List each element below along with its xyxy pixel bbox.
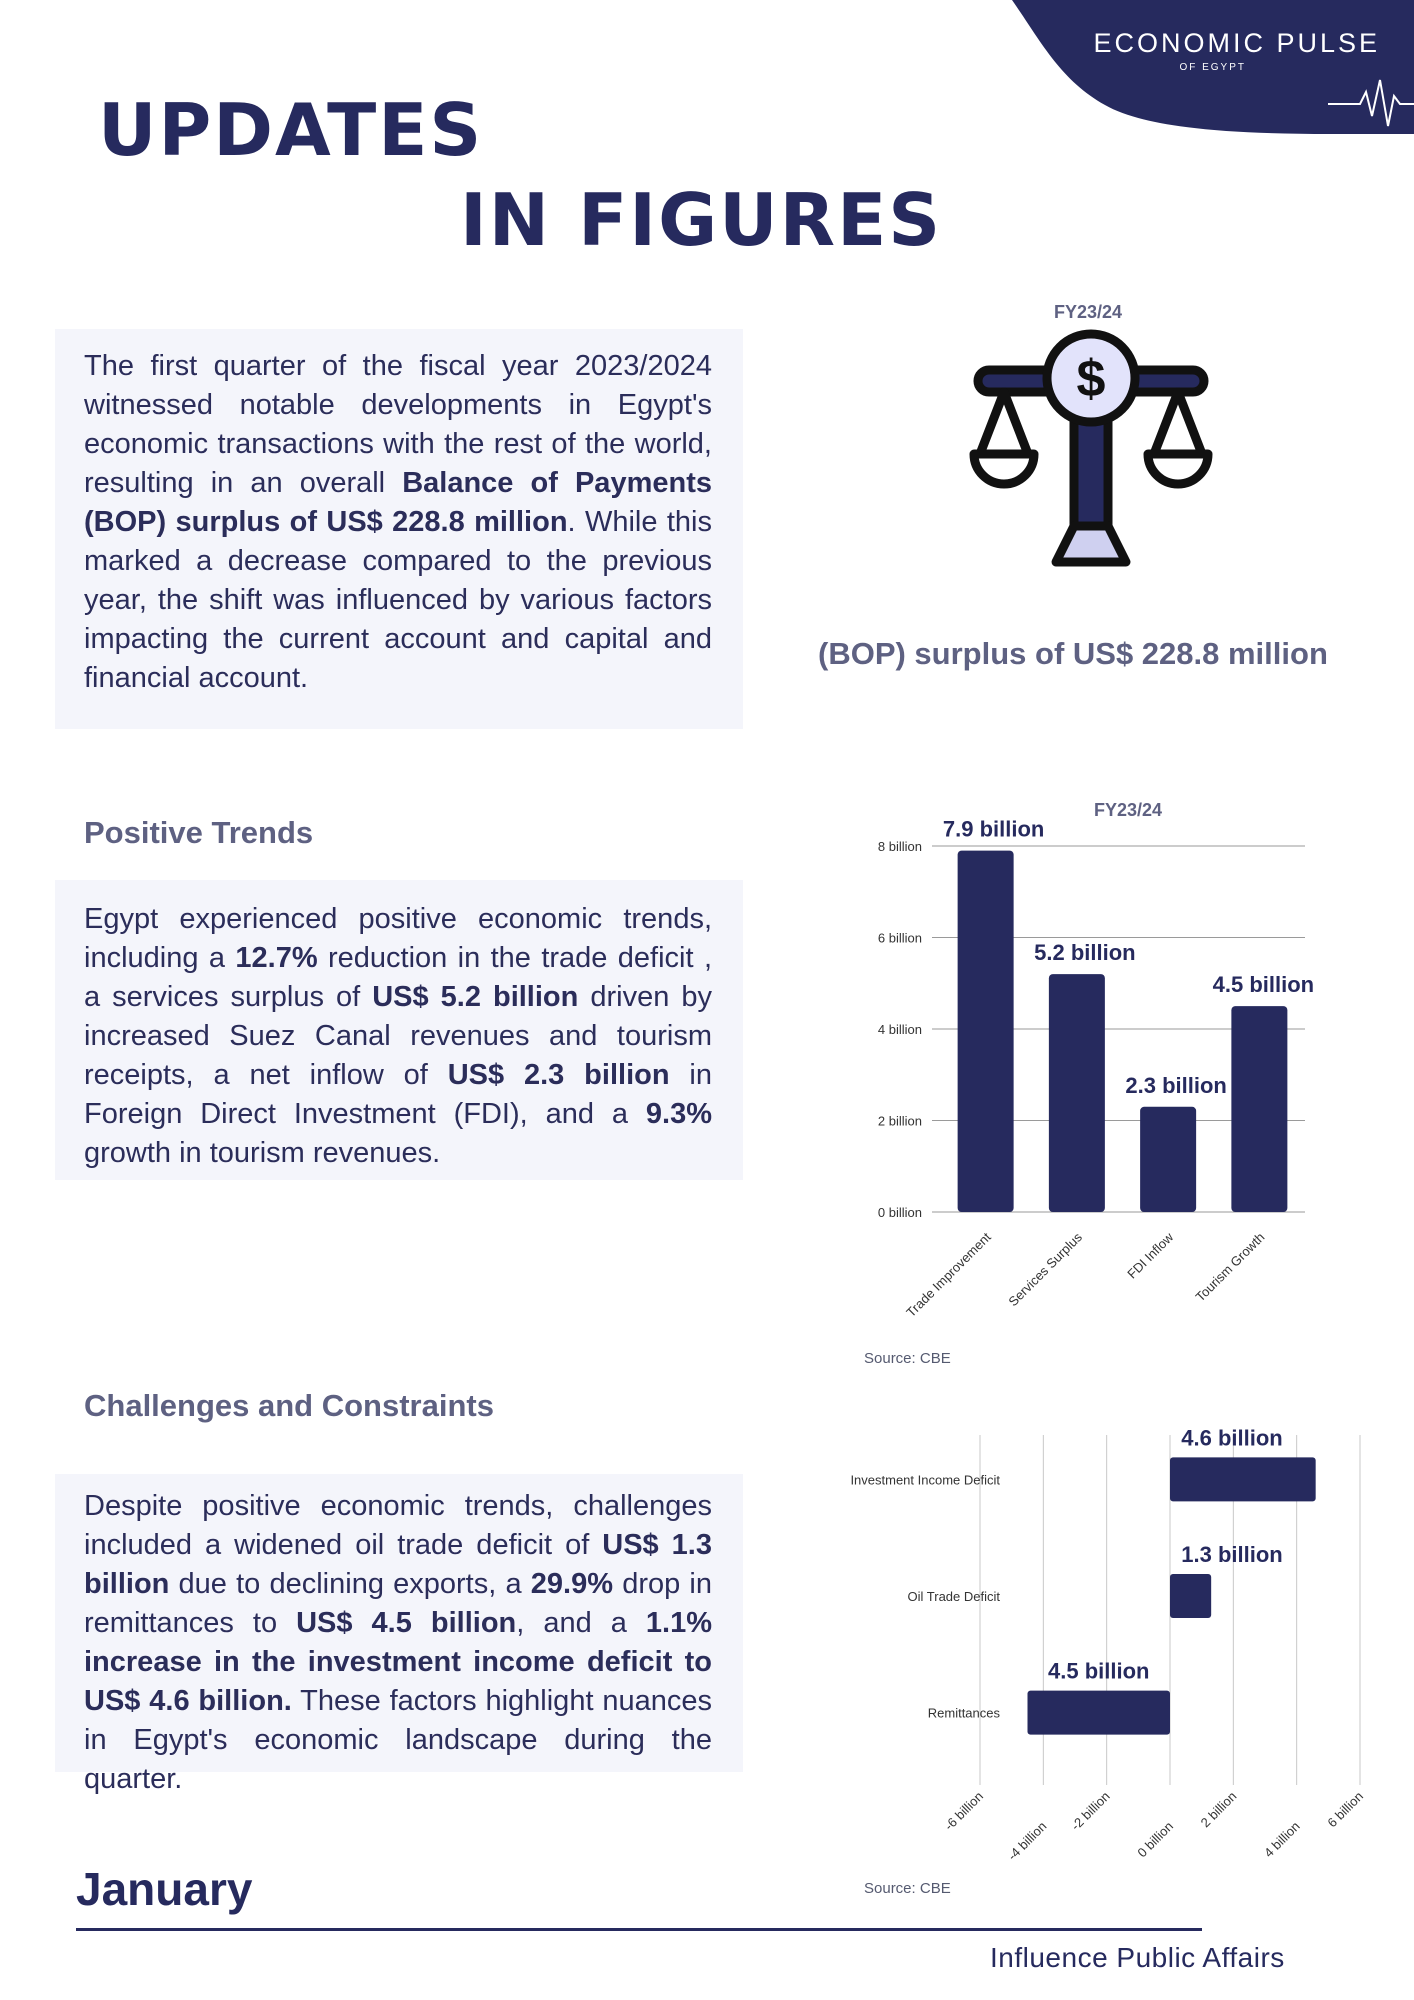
chart2-bar [1170, 1574, 1211, 1618]
challenges-text-2: due to declining exports, a [169, 1568, 531, 1600]
chart1-y-tick: 6 billion [877, 930, 922, 946]
challenges-paragraph [84, 1487, 712, 1799]
chart2-data-label: 4.5 billion [1048, 1658, 1150, 1684]
chart1-title: FY23/24 [1093, 800, 1163, 820]
positive-trends-heading: Positive Trends [84, 815, 314, 850]
positive-text-1: Egypt experienced positive economic trends, including a [84, 903, 712, 974]
chart2-x-tick: -4 billion [1004, 1818, 1050, 1864]
chart1-y-tick: 4 billion [877, 1022, 922, 1037]
brand-subtitle: OF EGYPT [1179, 62, 1246, 73]
chart2-bar [1028, 1691, 1171, 1735]
challenges-bold-3: US$ 4.5 billion [296, 1607, 517, 1639]
chart2-x-tick: 0 billion [1134, 1818, 1177, 1861]
month-label: January [76, 1863, 253, 1915]
positive-text-3: driven by increased Suez Canal revenues and tourism receipts, a net inflow of [84, 981, 713, 1091]
balance-scale-dollar-icon [968, 326, 1214, 572]
challenges-text-5: These factors highlight nuances in Egypt's economic landscape during the quarter. [84, 1685, 712, 1795]
chart1-y-tick: 8 billion [877, 839, 922, 854]
challenges-bold-2: 29.9% [530, 1568, 614, 1600]
chart2-y-label: Oil Trade Deficit [907, 1589, 1000, 1604]
chart2-y-label: Remittances [927, 1705, 1000, 1721]
chart1-y-tick: 0 billion [877, 1205, 922, 1220]
positive-text-4: in Foreign Direct Investment (FDI), and a [84, 1059, 713, 1130]
chart2-data-label: 4.6 billion [1181, 1425, 1283, 1451]
chart2-x-tick: -6 billion [941, 1788, 987, 1834]
page-title-line1: UPDATES [98, 88, 484, 172]
chart1-data-label: 7.9 billion [942, 816, 1045, 842]
positive-trends-chart [830, 790, 1350, 1380]
chart1-x-label: FDI Inflow [1124, 1229, 1177, 1282]
positive-bold-2: US$ 5.2 billion [372, 981, 579, 1013]
chart1-bar [1049, 974, 1105, 1212]
chart1-data-label: 4.5 billion [1212, 972, 1315, 998]
challenges-bold-1: US$ 1.3 billion [84, 1529, 712, 1600]
chart2-y-label: Investment Income Deficit [850, 1472, 1000, 1488]
chart2-x-tick: -2 billion [1067, 1788, 1113, 1834]
chart1-x-label: Trade Improvement [903, 1229, 994, 1320]
chart1-x-label: Tourism Growth [1192, 1229, 1268, 1305]
chart1-source: Source: CBE [864, 1350, 951, 1367]
chart2-x-tick: 2 billion [1197, 1788, 1240, 1831]
challenges-heading: Challenges and Constraints [84, 1388, 494, 1423]
chart1-data-label: 5.2 billion [1034, 940, 1136, 966]
chart1-bar [1231, 1006, 1287, 1212]
footer-divider [76, 1928, 1202, 1931]
bop-caption: (BOP) surplus of US$ 228.8 million [818, 636, 1328, 671]
chart1-x-label: Services Surplus [1005, 1229, 1085, 1310]
challenges-bold-4: 1.1% increase in the investment income deficit to US$ 4.6 billion. [84, 1607, 712, 1717]
intro-text-2: . While this marked a decrease compared to the previous year, the shift was influenced by various factors impacting the current account and capital and financial account. [84, 506, 712, 694]
page-title-line2: IN FIGURES [460, 178, 943, 262]
positive-text-5: growth in tourism revenues. [84, 1137, 441, 1169]
chart2-bar [1170, 1457, 1316, 1501]
positive-text-2: reduction in the trade deficit , a services surplus of [84, 942, 712, 1013]
positive-bold-1: 12.7% [235, 942, 318, 974]
chart2-x-tick: 4 billion [1261, 1818, 1303, 1861]
intro-text-1: The first quarter of the fiscal year 2023/2024 witnessed notable developments in Egypt's economic transactions with the rest of the world, resulting in an overall [84, 350, 712, 499]
svg-text:$: $ [1076, 350, 1106, 408]
chart2-x-tick: 6 billion [1324, 1788, 1367, 1831]
chart1-data-label: 2.3 billion [1125, 1072, 1227, 1098]
positive-bold-3: US$ 2.3 billion [447, 1059, 670, 1091]
intro-paragraph [84, 347, 712, 698]
chart1-y-tick: 2 billion [877, 1113, 922, 1129]
chart2-data-label: 1.3 billion [1181, 1542, 1283, 1567]
chart1-bar [1140, 1107, 1196, 1212]
challenges-text-1: Despite positive economic trends, challenges included a widened oil trade deficit of [84, 1490, 712, 1561]
intro-bop-highlight: Balance of Payments (BOP) surplus of US$ 228.8 million [84, 467, 712, 538]
positive-bold-4: 9.3% [645, 1098, 712, 1130]
chart2-source: Source: CBE [864, 1880, 951, 1897]
brand-title: ECONOMIC PULSE [1093, 28, 1380, 58]
challenges-chart [820, 1395, 1400, 1905]
challenges-text-4: , and a [516, 1607, 646, 1639]
chart1-bar [958, 851, 1014, 1212]
bop-period-label: FY23/24 [1054, 302, 1123, 322]
footer-organization: Influence Public Affairs [990, 1942, 1285, 1973]
challenges-text-3: drop in remittances to [84, 1568, 713, 1639]
positive-paragraph [84, 900, 712, 1173]
